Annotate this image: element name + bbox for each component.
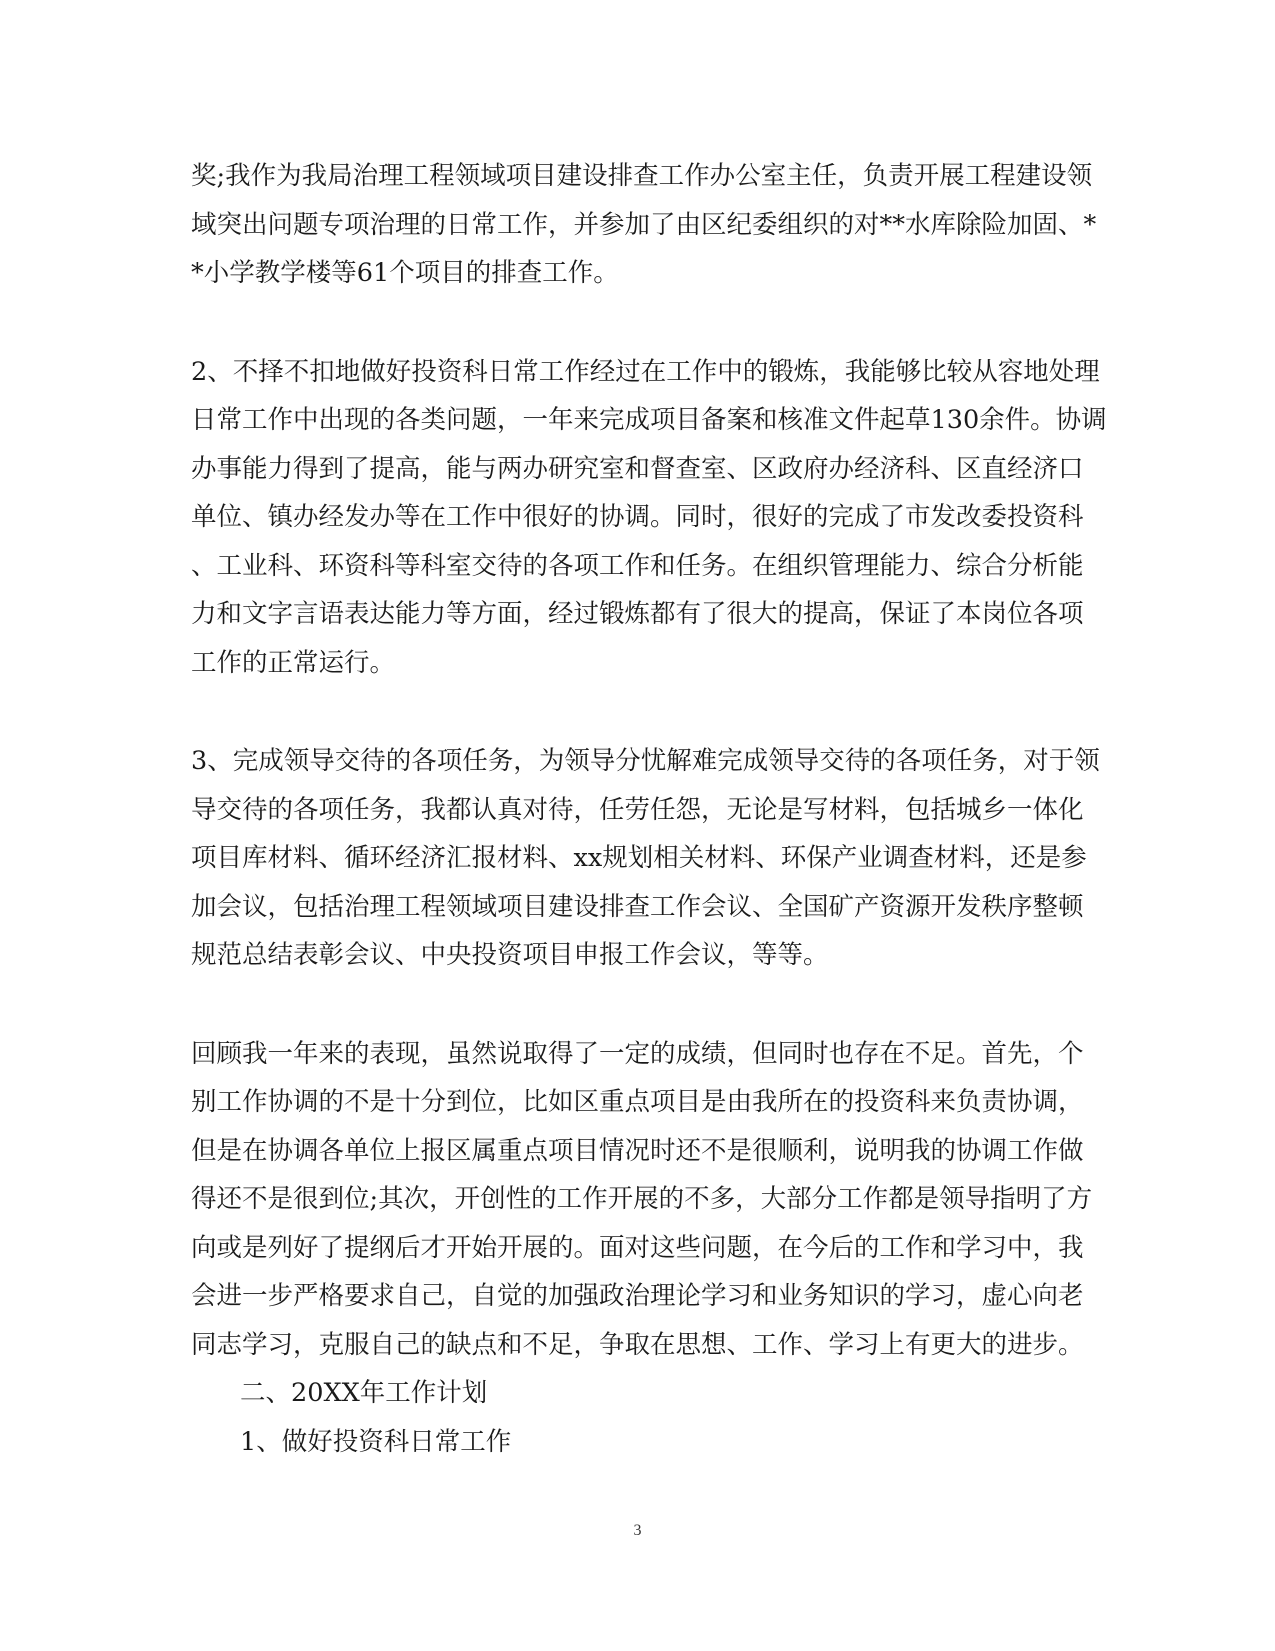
- paragraph-4: [191, 1030, 1093, 1370]
- paragraph-1: [191, 152, 1097, 298]
- paragraph-3: [191, 737, 1100, 980]
- subsection-heading: 1、做好投资科日常工作: [240, 1426, 512, 1457]
- text-line: *小学教学楼等61个项目的排查工作。: [191, 258, 619, 288]
- text-line: 但是在协调各单位上报区属重点项目情况时还不是很顺利，说明我的协调工作做: [191, 1135, 1084, 1166]
- text-line: 工作的正常运行。: [191, 647, 396, 678]
- text-line: 项目库材料、循环经济汇报材料、xx规划相关材料、环保产业调查材料，还是参: [191, 843, 1087, 873]
- text-line: 加会议，包括治理工程领域项目建设排查工作会议、全国矿产资源开发秩序整顿: [191, 891, 1084, 922]
- text-line: 办事能力得到了提高，能与两办研究室和督查室、区政府办经济科、区直经济口: [191, 453, 1084, 484]
- paragraph-2: [191, 348, 1107, 688]
- text-line: 别工作协调的不是十分到位，比如区重点项目是由我所在的投资科来负责协调，: [191, 1087, 1084, 1117]
- page-number: 3: [633, 1522, 642, 1539]
- text-line: 力和文字言语表达能力等方面，经过锻炼都有了很大的提高，保证了本岗位各项: [191, 599, 1084, 629]
- document-body: [191, 152, 1107, 1466]
- paragraph-gap: [191, 980, 1084, 1030]
- text-line: 会进一步严格要求自己，自觉的加强政治理论学习和业务知识的学习，虚心向老: [191, 1281, 1084, 1311]
- paragraph-gap: [191, 687, 1084, 737]
- text-line: 同志学习，克服自己的缺点和不足，争取在思想、工作、学习上有更大的进步。: [191, 1329, 1084, 1360]
- text-line: 3、完成领导交待的各项任务，为领导分忧解难完成领导交待的各项任务，对于领: [191, 746, 1100, 776]
- text-line: 导交待的各项任务，我都认真对待，任劳任怨，无论是写材料，包括城乡一体化: [191, 794, 1084, 825]
- text-line: 单位、镇办经发办等在工作中很好的协调。同时，很好的完成了市发改委投资科: [191, 502, 1084, 532]
- text-line: 2、不择不扣地做好投资科日常工作经过在工作中的锻炼，我能够比较从容地处理: [191, 356, 1100, 387]
- paragraph-gap: [191, 298, 1084, 348]
- text-line: 向或是列好了提纲后才开始开展的。面对这些问题，在今后的工作和学习中，我: [191, 1232, 1084, 1263]
- section-heading: 二、20XX年工作计划: [240, 1378, 488, 1408]
- text-line: 日常工作中出现的各类问题，一年来完成项目备案和核准文件起草130余件。协调: [191, 405, 1107, 435]
- text-line: 、工业科、环资科等科室交待的各项工作和任务。在组织管理能力、综合分析能: [191, 550, 1084, 581]
- text-line: 得还不是很到位;其次，开创性的工作开展的不多，大部分工作都是领导指明了方: [191, 1184, 1093, 1214]
- text-line: 域突出问题专项治理的日常工作，并参加了由区纪委组织的对**水库除险加固、*: [191, 209, 1097, 240]
- text-line: 奖;我作为我局治理工程领域项目建设排查工作办公室主任，负责开展工程建设领: [191, 161, 1093, 191]
- text-line: 回顾我一年来的表现，虽然说取得了一定的成绩，但同时也存在不足。首先，个: [191, 1038, 1084, 1069]
- text-line: 规范总结表彰会议、中央投资项目申报工作会议，等等。: [191, 940, 829, 970]
